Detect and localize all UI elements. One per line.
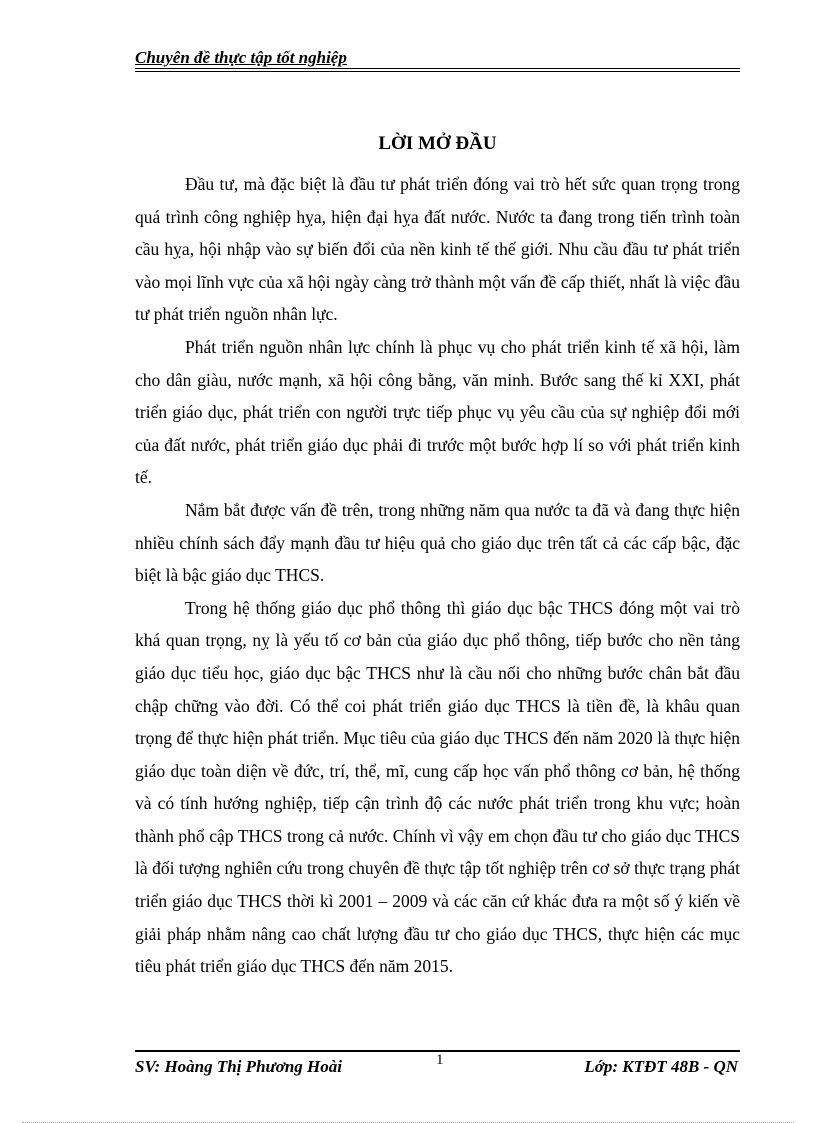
page-number: 1 — [436, 1052, 444, 1068]
header-rule — [135, 68, 740, 69]
page-header — [135, 47, 740, 69]
header-title: Chuyên đề thực tập tốt nghiệp — [135, 48, 347, 67]
header-rule-secondary — [135, 71, 740, 72]
footer-student-name: SV: Hoàng Thị Phương Hoài — [135, 1057, 342, 1076]
document-title: LỜI MỞ ĐẦU — [378, 133, 497, 154]
paragraph: Phát triển nguồn nhân lực chính là phục vụ cho phát triển kinh tế xã hội, làm cho dân giàu, nước mạnh, xã hội công bằng, văn minh. Bước sang thế kỉ XXI, phát triển giáo dục, phát triển con người trực tiếp phục vụ yêu cầu của sự nghiệp đổi mới của đất nước, phát triển giáo dục phải đi trước một bước hợp lí so với phát triển kinh tế. — [135, 336, 740, 488]
page-footer — [135, 1050, 740, 1084]
paragraph: Đầu tư, mà đặc biệt là đầu tư phát triển đóng vai trò hết sức quan trọng trong quá trình công nghiệp hỵa, hiện đại hỵa đất nước. Nước ta đang trong tiến trình toàn cầu hỵa, hội nhập vào sự biến đổi của nền kinh tế thế giới. Nhu cầu đầu tư phát triển vào mọi lĩnh vực của xã hội ngày càng trở thành một vấn đề cấp thiết, nhất là việc đầu tư phát triển nguồn nhân lực. — [135, 174, 740, 325]
document-body — [135, 168, 740, 983]
paragraph: Nắm bắt được vấn đề trên, trong những năm qua nước ta đã và đang thực hiện nhiều chính sách đẩy mạnh đầu tư hiệu quả cho giáo dục trên tất cả các cấp bậc, đặc biệt là bậc giáo dục THCS. — [135, 499, 740, 586]
paragraph: Trong hệ thống giáo dục phổ thông thì giáo dục bậc THCS đóng một vai trò khá quan trọng, nỵ là yếu tố cơ bản của giáo dục phổ thông, tiếp bước cho nền tảng giáo dục tiểu học, giáo dục bậc THCS như là cầu nối cho những bước chân bắt đầu chập chững vào đời. Có thể coi phát triển giáo dục THCS là tiền đề, là khâu quan trọng để thực hiện phát triển. Mục tiêu của giáo dục THCS đến năm 2020 là thực hiện giáo dục toàn diện về đức, trí, thể, mĩ, cung cấp học vấn phổ thông cơ bản, hệ thống và có tính hướng nghiệp, tiếp cận trình độ các nước phát triển trong khu vực; hoàn thành phổ cập THCS trong cả nước. Chính vì vậy em chọn đầu tư cho giáo dục THCS là đối tượng nghiên cứu trong chuyên đề thực tập tốt nghiệp trên cơ sở thực trạng phát triển giáo dục THCS thời kì 2001 – 2009 và các căn cứ khác đưa ra một số ý kiến về giải pháp nhằm nâng cao chất lượng đầu tư cho giáo dục THCS, thực hiện các mục tiêu phát triển giáo dục THCS đến năm 2015. — [135, 597, 740, 977]
footer-class: Lớp: KTĐT 48B - QN — [584, 1057, 738, 1076]
